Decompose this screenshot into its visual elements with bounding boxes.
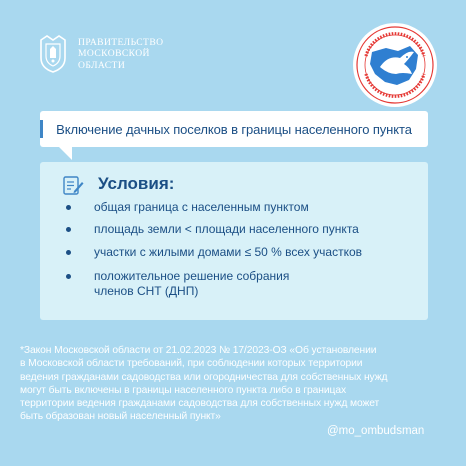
bullet xyxy=(66,274,71,279)
footnote-line: быть образован новый населенный пункт» xyxy=(20,411,221,423)
conditions-card xyxy=(40,162,428,320)
ombudsman-dove-seal-icon xyxy=(352,22,438,108)
condition-text: положительное решение собрания xyxy=(94,269,290,283)
footnote-line: в Московской области требований, при соблюдении которых территории xyxy=(20,358,363,370)
footnote-line: ведения гражданами садоводства или огородничества для собственных нужд xyxy=(20,371,388,383)
social-handle: @mo_ombudsman xyxy=(327,425,425,437)
page-title: Включение дачных поселков в границы населенного пункта xyxy=(56,121,412,137)
checklist-icon xyxy=(62,174,84,196)
government-name-line: ПРАВИТЕЛЬСТВО xyxy=(78,36,164,48)
bullet xyxy=(66,227,71,232)
callout-tail xyxy=(58,146,72,160)
footnote-line: могут быть включены в границы населенного пункта либо в границах xyxy=(20,384,347,396)
condition-text: участки с жилыми домами ≤ 50 % всех участков xyxy=(94,245,363,259)
footnote-line: территории ведения гражданами садоводства для собственных нужд может xyxy=(20,398,380,410)
government-name xyxy=(78,37,163,72)
moscow-oblast-crest-icon xyxy=(36,34,70,74)
header xyxy=(0,0,466,110)
condition-text: общая граница с населенным пунктом xyxy=(94,200,309,214)
condition-text: площадь земли < площади населенного пункта xyxy=(94,222,359,236)
government-name-line: ОБЛАСТИ xyxy=(78,59,126,71)
footnote-line: *Закон Московской области от 21.02.2023 № 17/2023-ОЗ «Об установлении xyxy=(20,345,377,356)
bullet xyxy=(66,205,71,210)
title-callout xyxy=(40,111,428,147)
conditions-heading: Условия: xyxy=(98,174,175,193)
bullet xyxy=(66,250,71,255)
government-name-line: МОСКОВСКОЙ xyxy=(78,48,150,60)
condition-text: членов СНТ (ДНП) xyxy=(94,284,199,298)
government-logo xyxy=(36,34,163,74)
law-footnote xyxy=(20,344,446,424)
